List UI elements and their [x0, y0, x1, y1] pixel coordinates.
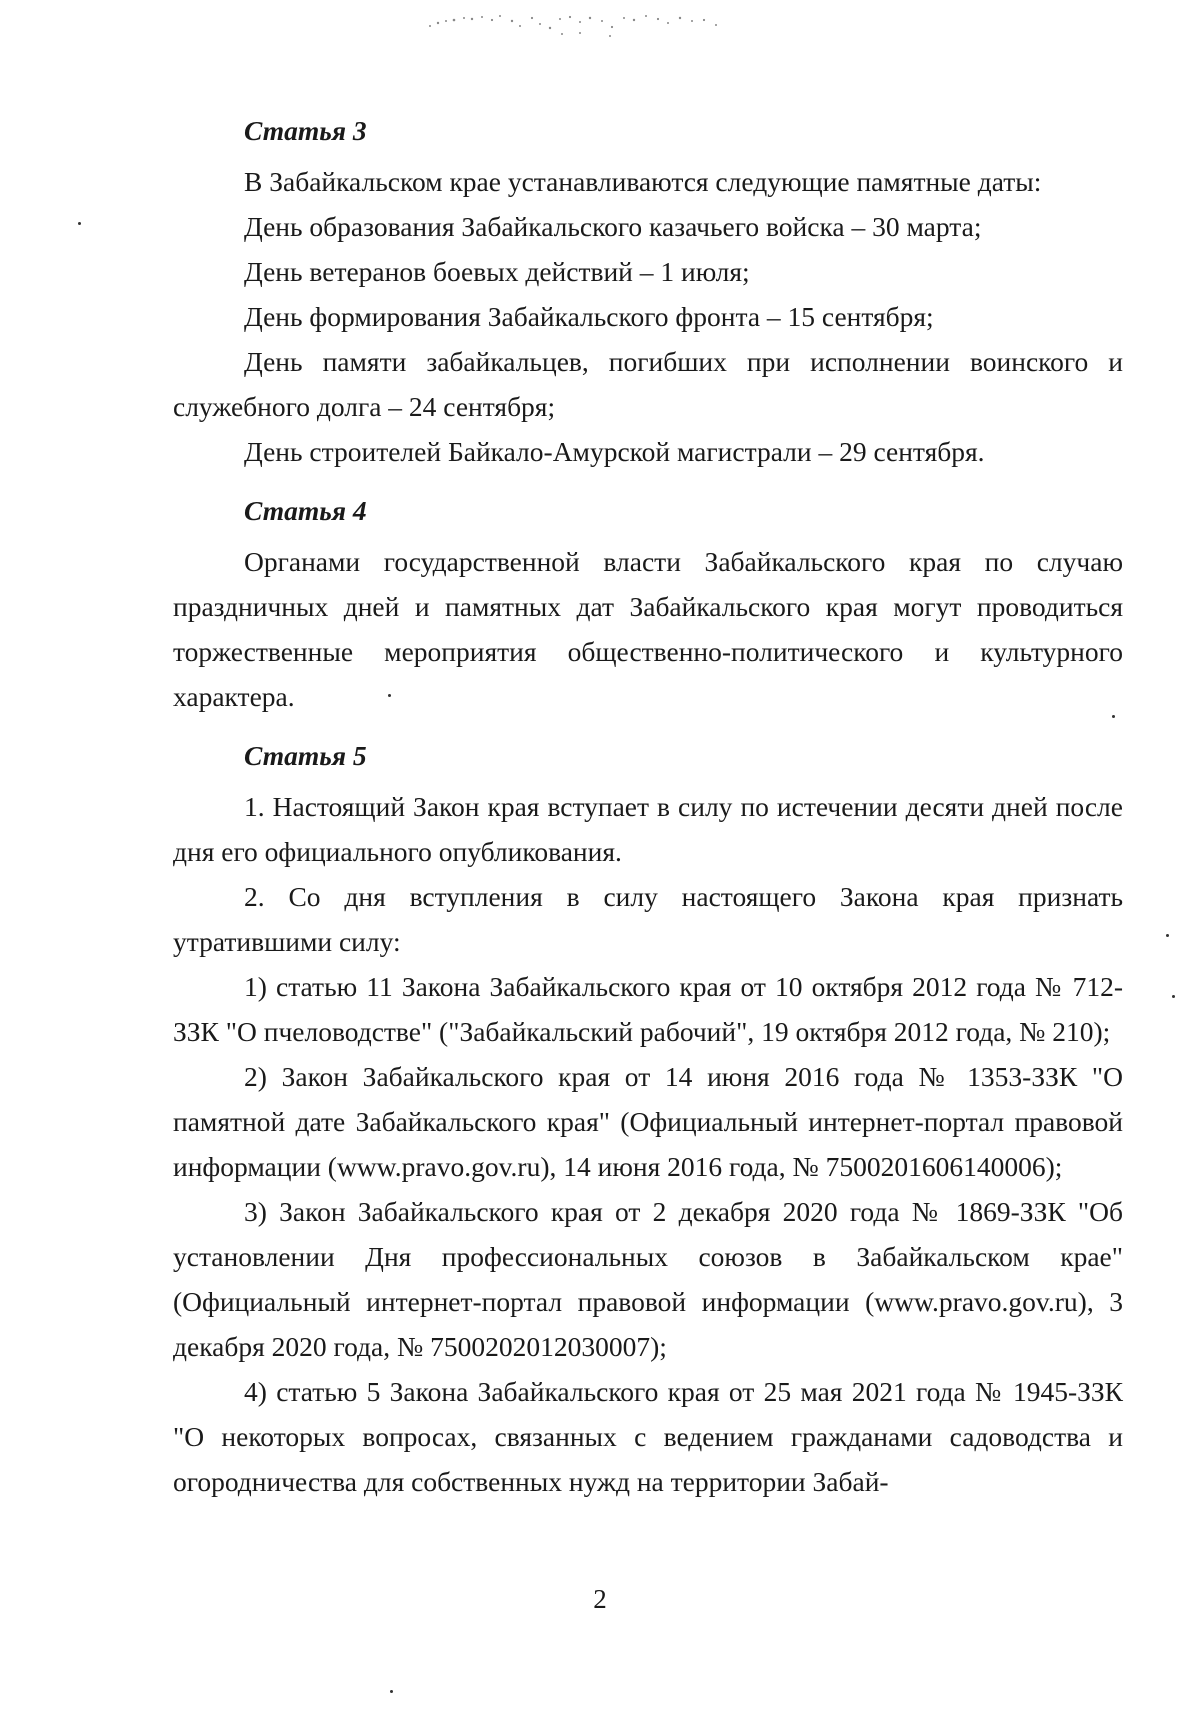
article-5-paragraph: 4) статью 5 Закона Забайкальского края от 25 мая 2021 года № 1945-ЗЗК "О некоторых вопросах, связанных с ведением гражданами садоводства и огородничества для собственных нужд на территории Забай- — [173, 1376, 1123, 1497]
article-3-paragraph: День строителей Байкало-Амурской магистрали – 29 сентября. — [244, 436, 985, 467]
article-5-heading: Статья 5 — [244, 740, 367, 771]
article-4-heading: Статья 4 — [244, 495, 367, 526]
scan-speck — [1112, 715, 1115, 718]
article-3-heading: Статья 3 — [244, 115, 367, 146]
scan-artifact-mark — [420, 6, 750, 40]
article-3-paragraph: В Забайкальском крае устанавливаются следующие памятные даты: — [244, 166, 1042, 197]
scan-speck — [388, 694, 391, 697]
scan-speck — [1172, 995, 1175, 998]
article-3-paragraph: День формирования Забайкальского фронта – 15 сентября; — [244, 301, 934, 332]
document-body — [173, 108, 1123, 1518]
scan-speck — [1166, 934, 1169, 937]
article-3-paragraph: День памяти забайкальцев, погибших при исполнении воинского и служебного долга – 24 сентября; — [173, 346, 1123, 422]
article-5-paragraph: 1. Настоящий Закон края вступает в силу по истечении десяти дней после дня его официального опубликования. — [173, 791, 1123, 867]
scan-speck — [78, 222, 81, 225]
article-5-paragraph: 3) Закон Забайкальского края от 2 декабря 2020 года № 1869-ЗЗК "Об установлении Дня профессиональных союзов в Забайкальском крае" (Официальный интернет-портал правовой информации (www.pravo.gov.ru), 3 декабря 2020 года, № 7500202012030007); — [173, 1196, 1123, 1362]
page-number: 2 — [593, 1584, 607, 1614]
article-4 — [173, 488, 1123, 719]
article-5-paragraph: 2. Со дня вступления в силу настоящего Закона края признать утратившими силу: — [173, 881, 1123, 957]
article-3-paragraph: День образования Забайкальского казачьего войска – 30 марта; — [244, 211, 982, 242]
article-5-paragraph: 2) Закон Забайкальского края от 14 июня 2016 года № 1353-ЗЗК "О памятной дате Забайкальского края" (Официальный интернет-портал правовой информации (www.pravo.gov.ru), 14 июня 2016 года, № 7500201606140006); — [173, 1061, 1123, 1182]
article-4-paragraph: Органами государственной власти Забайкальского края по случаю праздничных дней и памятных дат Забайкальского края могут проводиться торжественные мероприятия общественно-политического и культурного характера. — [173, 546, 1123, 712]
article-3 — [173, 108, 1123, 474]
article-5 — [173, 733, 1123, 1504]
article-5-paragraph: 1) статью 11 Закона Забайкальского края от 10 октября 2012 года № 712-ЗЗК "О пчеловодстве" ("Забайкальский рабочий", 19 октября 2012 года, № 210); — [173, 971, 1123, 1047]
scan-speck — [390, 1690, 393, 1693]
article-3-paragraph: День ветеранов боевых действий – 1 июля; — [244, 256, 750, 287]
